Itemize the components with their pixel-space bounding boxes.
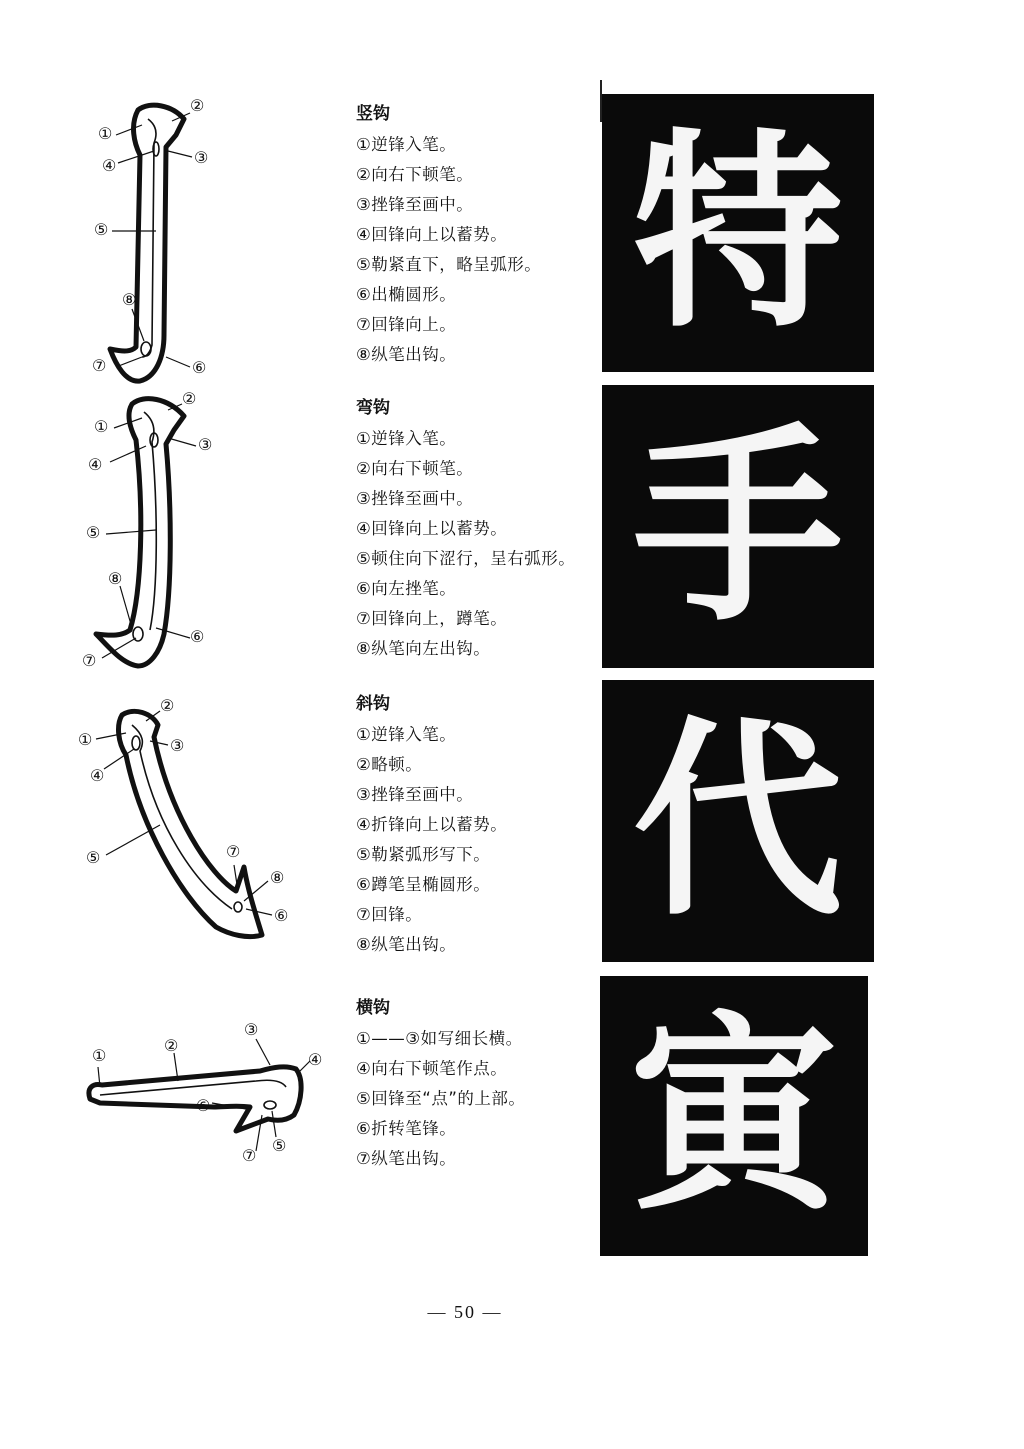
label-7: ⑦ xyxy=(82,651,97,670)
label-3: ③ xyxy=(194,148,209,167)
calligraphy-character: 特 xyxy=(632,109,843,356)
leader-4 xyxy=(110,446,146,462)
leader-8 xyxy=(120,586,132,628)
step-item: ⑧纵笔出钩。 xyxy=(356,935,457,954)
section-title: 横钩 xyxy=(356,998,390,1018)
label-8: ⑧ xyxy=(270,868,285,887)
label-5: ⑤ xyxy=(272,1136,287,1155)
calligraphy-character: 手 xyxy=(632,402,843,650)
label-6: ⑥ xyxy=(192,358,207,377)
slanted-hook-entry-mark xyxy=(132,736,140,750)
step-item: ⑧纵笔向左出钩。 xyxy=(356,639,491,658)
section-title: 弯钩 xyxy=(356,398,390,418)
step-item: ⑥折转笔锋。 xyxy=(356,1119,457,1138)
leader-3 xyxy=(150,741,168,745)
leader-6 xyxy=(246,909,272,915)
step-item: ⑦回锋。 xyxy=(356,905,423,924)
step-item: ③挫锋至画中。 xyxy=(356,785,474,804)
label-4: ④ xyxy=(308,1050,323,1069)
label-6: ⑥ xyxy=(196,1096,211,1115)
stroke-diagram-vertical-hook xyxy=(60,95,340,385)
step-item: ⑤勒紧直下，略呈弧形。 xyxy=(356,255,542,274)
label-7: ⑦ xyxy=(226,842,241,861)
step-item: ③挫锋至画中。 xyxy=(356,195,474,214)
step-item: ①逆锋入笔。 xyxy=(356,725,457,744)
label-8: ⑧ xyxy=(108,569,123,588)
step-item: ⑦纵笔出钩。 xyxy=(356,1149,457,1168)
vertical-hook-outline xyxy=(110,105,184,381)
step-item: ④回锋向上以蓄势。 xyxy=(356,225,508,244)
leader-6 xyxy=(166,357,190,367)
step-item: ②略顿。 xyxy=(356,755,423,774)
stroke-diagram-slanted-hook xyxy=(60,695,340,985)
label-1: ① xyxy=(78,730,93,749)
step-item: ①——③如写细长横。 xyxy=(356,1029,523,1048)
label-4: ④ xyxy=(88,455,103,474)
leader-3 xyxy=(168,151,192,157)
step-item: ⑦回锋向上，蹲笔。 xyxy=(356,609,508,628)
slanted-hook-diagram-svg xyxy=(60,695,340,965)
step-item: ⑥出椭圆形。 xyxy=(356,285,457,304)
calligraphy-panel-shou xyxy=(602,385,874,668)
page-number: — 50 — xyxy=(427,1302,503,1322)
step-item: ⑤回锋至“点”的上部。 xyxy=(356,1089,526,1108)
leader-5 xyxy=(106,530,156,534)
label-2: ② xyxy=(190,96,205,115)
vertical-hook-ellipse xyxy=(141,342,151,356)
calligraphy-panel-te xyxy=(602,94,874,372)
step-item: ④折锋向上以蓄势。 xyxy=(356,815,508,834)
label-4: ④ xyxy=(102,156,117,175)
label-6: ⑥ xyxy=(190,627,205,646)
calligraphy-panel-dai xyxy=(602,680,874,962)
section-title: 斜钩 xyxy=(356,694,390,714)
step-item: ①逆锋入笔。 xyxy=(356,135,457,154)
label-5: ⑤ xyxy=(94,220,109,239)
label-5: ⑤ xyxy=(86,523,101,542)
label-7: ⑦ xyxy=(242,1146,257,1165)
leader-3 xyxy=(168,438,196,446)
step-item: ⑥蹲笔呈椭圆形。 xyxy=(356,875,491,894)
stroke-diagram-curved-hook xyxy=(60,390,340,680)
horizontal-hook-outline xyxy=(89,1067,301,1131)
step-item: ⑥向左挫笔。 xyxy=(356,579,457,598)
curved-hook-center-line xyxy=(144,412,156,630)
section-horizontal-hook-text xyxy=(356,997,616,1174)
stroke-diagram-horizontal-hook xyxy=(60,1015,340,1175)
leader-5 xyxy=(272,1111,276,1137)
label-2: ② xyxy=(164,1036,179,1055)
step-item: ②向右下顿笔。 xyxy=(356,459,474,478)
leader-1 xyxy=(116,125,142,135)
label-1: ① xyxy=(92,1046,107,1065)
leader-5 xyxy=(106,825,160,855)
label-2: ② xyxy=(160,696,175,715)
calligraphy-character: 寅 xyxy=(628,992,839,1239)
step-item: ③挫锋至画中。 xyxy=(356,489,474,508)
label-5: ⑤ xyxy=(86,848,101,867)
step-item: ⑦回锋向上。 xyxy=(356,315,457,334)
step-item: ④回锋向上以蓄势。 xyxy=(356,519,508,538)
horizontal-hook-ellipse xyxy=(264,1101,276,1109)
leader-3 xyxy=(256,1039,270,1065)
label-6: ⑥ xyxy=(274,906,289,925)
horizontal-hook-diagram-svg xyxy=(60,1015,340,1175)
label-3: ③ xyxy=(198,435,213,454)
label-3: ③ xyxy=(170,736,185,755)
label-1: ① xyxy=(98,124,113,143)
step-item: ④向右下顿笔作点。 xyxy=(356,1059,508,1078)
calligraphy-character: 代 xyxy=(632,697,843,944)
section-curved-hook-text xyxy=(356,397,616,664)
section-vertical-hook-text xyxy=(356,103,616,370)
calligraphy-panel-yin xyxy=(600,976,868,1256)
label-8: ⑧ xyxy=(122,290,137,309)
leader-4 xyxy=(118,151,154,163)
step-item: ⑧纵笔出钩。 xyxy=(356,345,457,364)
label-1: ① xyxy=(94,417,109,436)
section-slanted-hook-text xyxy=(356,693,616,960)
section-title: 竖钩 xyxy=(356,104,390,124)
step-item: ⑤顿住向下涩行，呈右弧形。 xyxy=(356,549,576,568)
step-item: ⑤勒紧弧形写下。 xyxy=(356,845,491,864)
leader-7 xyxy=(116,357,142,367)
slanted-hook-ellipse xyxy=(234,902,242,912)
step-item: ②向右下顿笔。 xyxy=(356,165,474,184)
label-4: ④ xyxy=(90,766,105,785)
step-item: ①逆锋入笔。 xyxy=(356,429,457,448)
label-2: ② xyxy=(182,389,197,408)
label-7: ⑦ xyxy=(92,356,107,375)
label-3: ③ xyxy=(244,1020,259,1039)
